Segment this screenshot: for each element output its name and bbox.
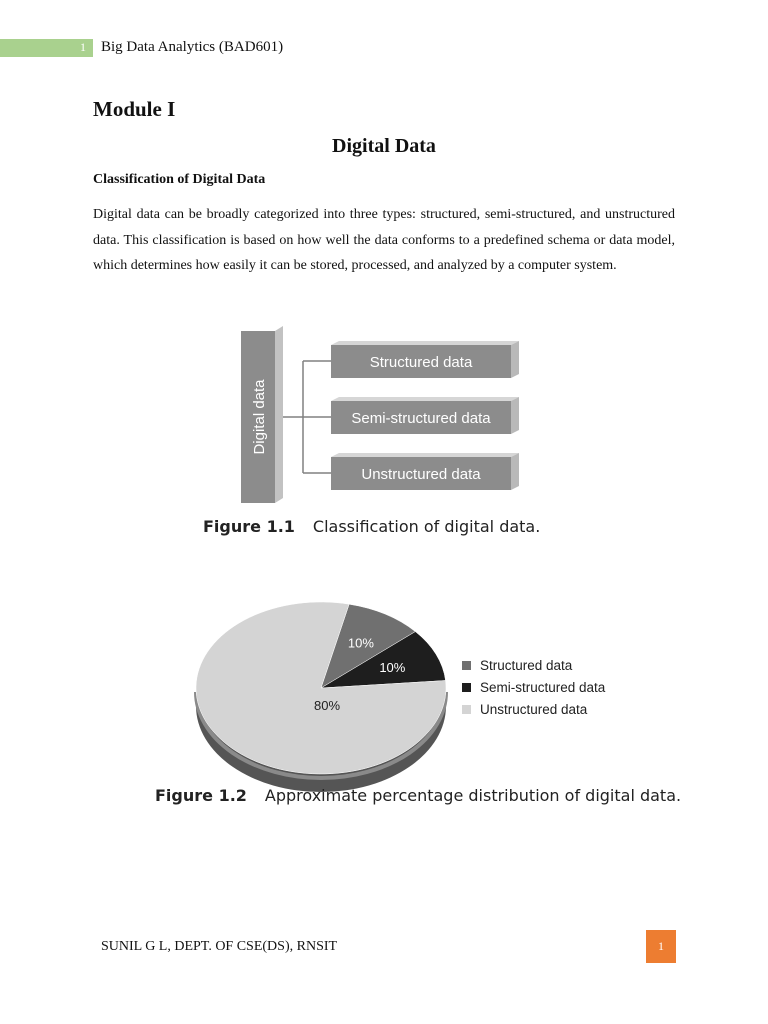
legend-swatch-structured	[462, 661, 471, 670]
legend-item-structured	[462, 654, 605, 676]
figure-1-2-caption	[155, 786, 681, 805]
footer-author: SUNIL G L, DEPT. OF CSE(DS), RNSIT	[101, 939, 338, 954]
body-paragraph: Digital data can be broadly categorized into three types: structured, semi-structured, and unstructured data. This classification is based on how well the data conforms to a predefined schema or data model, which determines how easily it can be stored, processed, and analyzed by a computer system.	[93, 207, 675, 273]
legend-swatch-semi-structured	[462, 683, 471, 692]
diagram-branch-semi-structured: Semi-structured data	[351, 410, 491, 427]
header-page-number: 1	[80, 40, 86, 54]
pie-label-unstructured: 80%	[313, 698, 341, 713]
diagram-branch-structured: Structured data	[369, 354, 473, 371]
diagram-branch-unstructured: Unstructured data	[361, 466, 481, 483]
legend-label-unstructured: Unstructured data	[480, 701, 588, 717]
pie-legend	[462, 654, 605, 720]
legend-label-semi-structured: Semi-structured data	[480, 679, 606, 695]
diagram-root-label: Digital data	[251, 379, 268, 455]
legend-item-semi-structured	[462, 676, 605, 698]
module-heading: Module I	[93, 97, 176, 121]
figure-1-2-number: Figure 1.2	[155, 786, 247, 805]
legend-swatch-unstructured	[462, 705, 471, 714]
figure-1-1-text: Classification of digital data.	[312, 517, 541, 536]
page-title: Digital Data	[332, 135, 436, 157]
figure-1-1-number: Figure 1.1	[203, 517, 295, 536]
legend-item-unstructured	[462, 698, 605, 720]
pie-label-structured: 10%	[347, 635, 374, 651]
legend-label-structured: Structured data	[480, 657, 573, 673]
pie-label-semi-structured: 10%	[379, 660, 406, 676]
footer-page-number: 1	[646, 930, 676, 963]
section-heading: Classification of Digital Data	[93, 172, 266, 187]
header-title: Big Data Analytics (BAD601)	[101, 39, 284, 55]
figure-1-2-text: Approximate percentage distribution of digital data.	[264, 786, 682, 805]
